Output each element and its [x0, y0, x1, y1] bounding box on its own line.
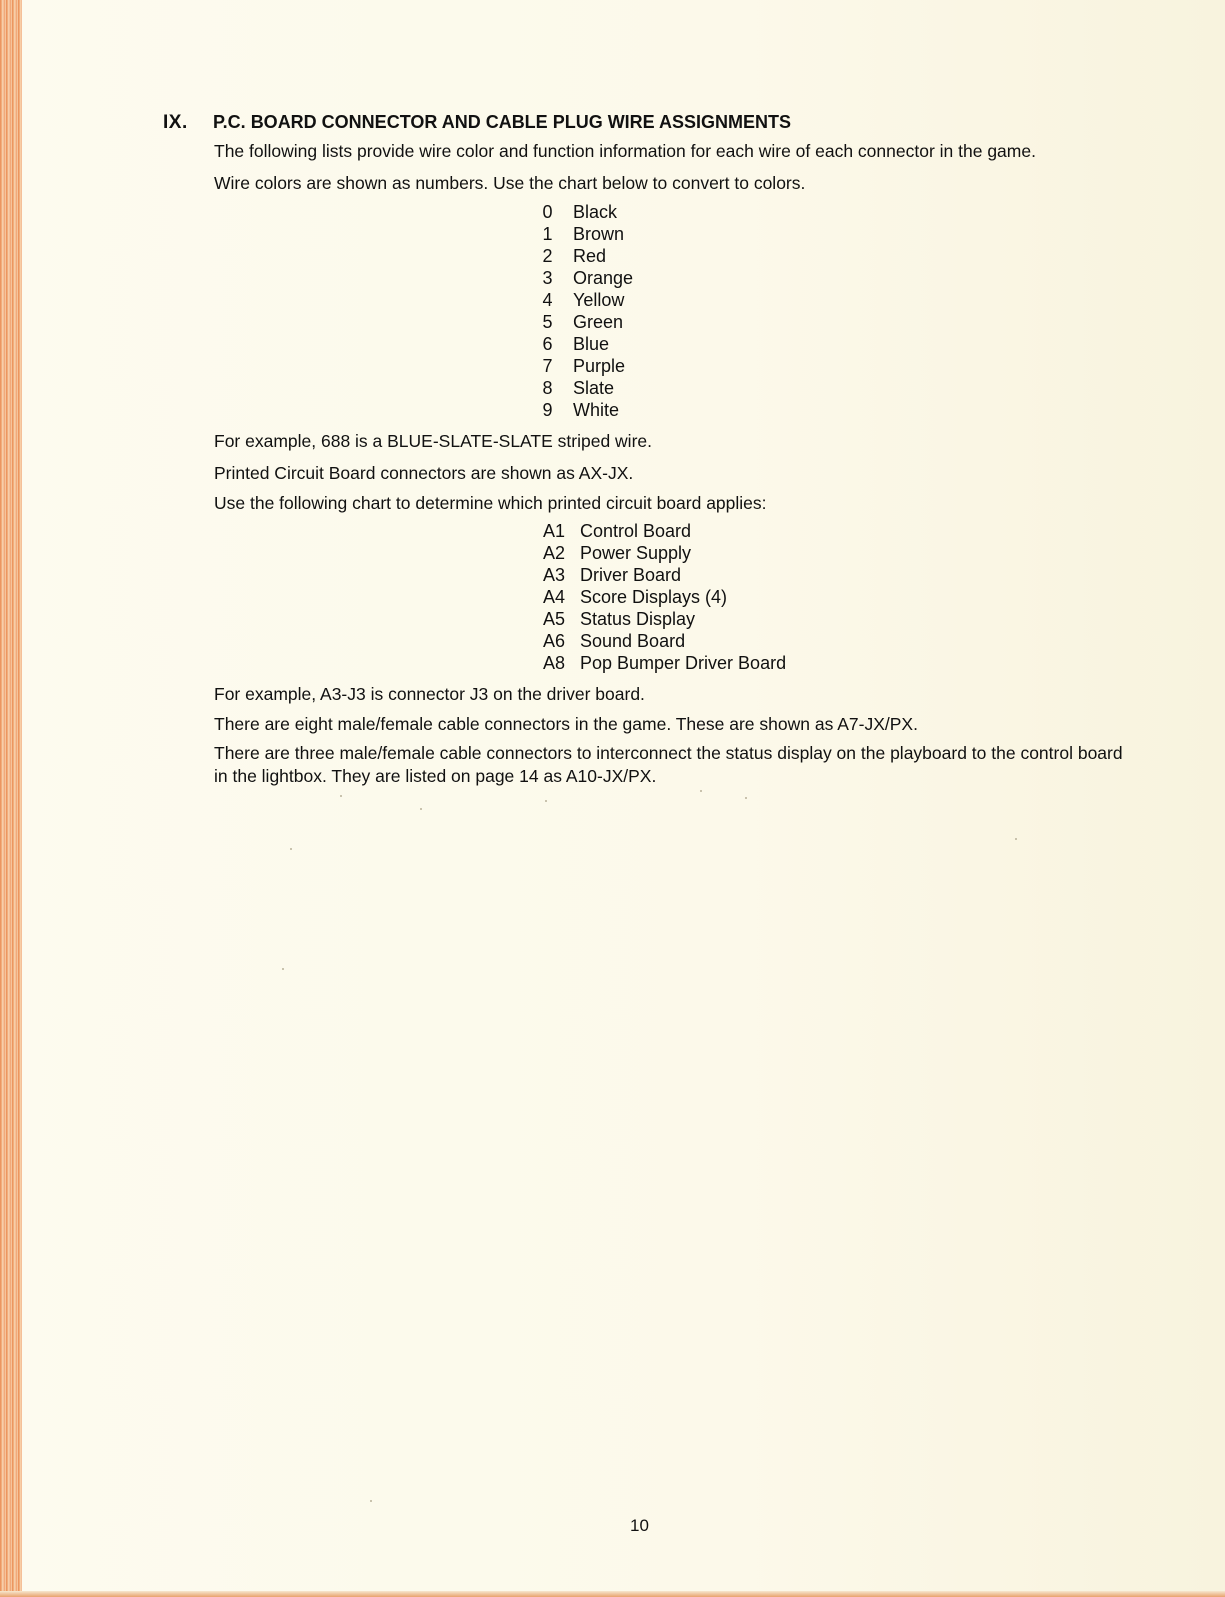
board-chart-row: [540, 652, 786, 674]
board-code: A8: [542, 653, 565, 673]
board-name: Power Supply: [580, 543, 692, 563]
pcb-note-paragraph: Printed Circuit Board connectors are shown as AX-JX.: [214, 463, 634, 483]
board-code: A2: [542, 543, 565, 563]
color-chart-row: [540, 377, 633, 399]
color-chart-row: [540, 355, 633, 377]
section-title: P.C. BOARD CONNECTOR AND CABLE PLUG WIRE ASSIGNMENTS: [213, 112, 792, 132]
color-example-paragraph: For example, 688 is a BLUE-SLATE-SLATE striped wire.: [214, 431, 652, 451]
color-name: Red: [573, 246, 607, 266]
board-name: Driver Board: [580, 565, 682, 585]
color-chart-row: [540, 399, 633, 421]
section-number: IX.: [163, 112, 188, 133]
board-chart-row: [540, 608, 786, 630]
color-chart-row: [540, 201, 633, 223]
color-code: 6: [542, 334, 553, 354]
color-code: 1: [542, 224, 553, 244]
page-bottom-edge: [0, 1591, 1225, 1597]
color-code: 0: [542, 202, 553, 222]
color-code: 4: [542, 290, 553, 310]
board-name: Score Displays (4): [580, 587, 728, 607]
color-chart-row: [540, 267, 633, 289]
color-code: 7: [542, 356, 553, 376]
wire-color-chart: [540, 201, 633, 421]
board-code: A3: [542, 565, 565, 585]
board-code: A6: [542, 631, 565, 651]
color-name: Yellow: [573, 290, 625, 310]
board-chart-row: [540, 520, 786, 542]
board-name: Sound Board: [580, 631, 686, 651]
color-code: 3: [542, 268, 553, 288]
board-chart-row: [540, 586, 786, 608]
color-name: White: [573, 400, 620, 420]
color-chart-row: [540, 311, 633, 333]
board-code: A5: [542, 609, 565, 629]
intro-paragraph: The following lists provide wire color and function information for each wire of each connector in the game.: [214, 141, 1036, 161]
color-code: 5: [542, 312, 553, 332]
page-number: 10: [630, 1516, 649, 1535]
colors-note-paragraph: Wire colors are shown as numbers. Use the chart below to convert to colors.: [214, 173, 806, 193]
board-code: A1: [542, 521, 565, 541]
color-chart-row: [540, 245, 633, 267]
board-example-paragraph: For example, A3-J3 is connector J3 on the driver board.: [214, 684, 645, 704]
male-female-paragraph: There are eight male/female cable connectors in the game. These are shown as A7-JX/PX.: [214, 714, 918, 734]
board-chart-row: [540, 564, 786, 586]
color-code: 9: [542, 400, 553, 420]
color-chart-row: [540, 223, 633, 245]
circuit-board-chart: [540, 520, 786, 674]
color-name: Purple: [573, 356, 626, 376]
color-name: Brown: [573, 224, 625, 244]
board-chart-note-paragraph: Use the following chart to determine which printed circuit board applies:: [214, 493, 767, 513]
board-name: Control Board: [580, 521, 692, 541]
board-chart-row: [540, 542, 786, 564]
board-name: Status Display: [580, 609, 696, 629]
color-name: Slate: [573, 378, 615, 398]
color-name: Blue: [573, 334, 610, 354]
page-edge-stack: [0, 0, 22, 1597]
interconnect-paragraph: There are three male/female cable connectors to interconnect the status display on the playboard to the control board in the lightbox. They are listed on page 14 as A10-JX/PX.: [214, 743, 1123, 786]
color-chart-row: [540, 333, 633, 355]
board-name: Pop Bumper Driver Board: [580, 653, 787, 673]
color-code: 2: [542, 246, 553, 266]
color-name: Green: [573, 312, 624, 332]
board-chart-row: [540, 630, 786, 652]
color-name: Black: [573, 202, 618, 222]
color-code: 8: [542, 378, 553, 398]
board-code: A4: [542, 587, 565, 607]
color-chart-row: [540, 289, 633, 311]
color-name: Orange: [573, 268, 634, 288]
